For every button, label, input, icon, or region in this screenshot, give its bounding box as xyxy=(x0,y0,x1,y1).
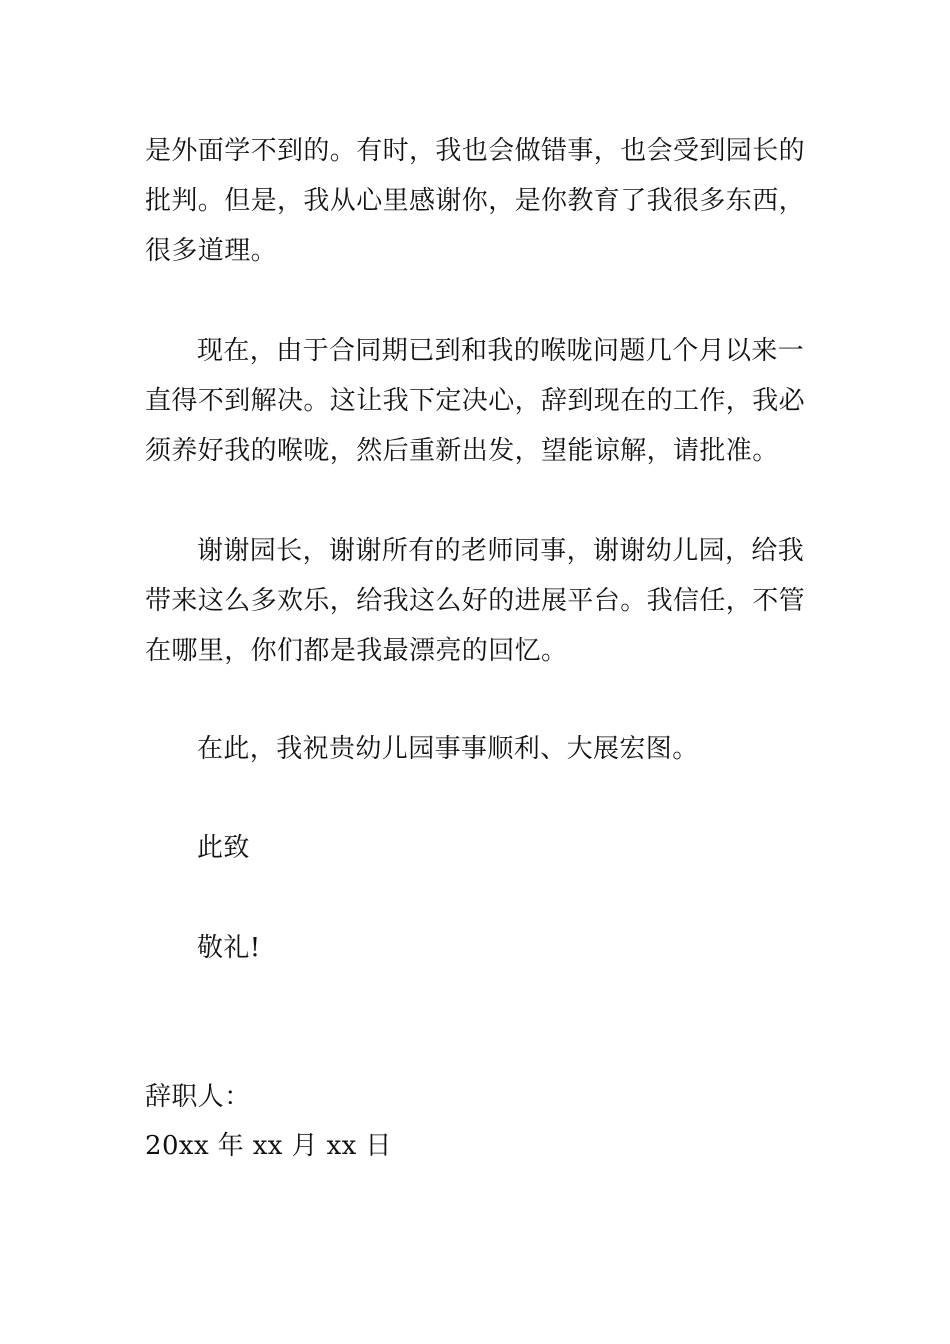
signature-date: 20xx 年 xx 月 xx 日 xyxy=(145,1131,392,1161)
resigner-label: 辞职人： xyxy=(145,1082,251,1112)
closing-regards: 敬礼! xyxy=(197,933,261,963)
paragraph-3-line-3: 在哪里，你们都是我最漂亮的回忆。 xyxy=(145,636,568,666)
paragraph-3-line-1: 谢谢园长，谢谢所有的老师同事，谢谢幼儿园，给我 xyxy=(197,536,805,566)
paragraph-2-line-3: 须养好我的喉咙，然后重新出发，望能谅解，请批准。 xyxy=(145,436,779,466)
paragraph-2-line-2: 直得不到解决。这让我下定决心，辞到现在的工作，我必 xyxy=(145,386,806,416)
paragraph-1-line-1: 是外面学不到的。有时，我也会做错事，也会受到园长的 xyxy=(145,136,806,166)
paragraph-2-line-1: 现在，由于合同期已到和我的喉咙问题几个月以来一 xyxy=(197,336,805,366)
closing-salutation: 此致 xyxy=(197,833,250,863)
paragraph-3-line-2: 带来这么多欢乐，给我这么好的进展平台。我信任，不管 xyxy=(145,586,806,616)
paragraph-4-line-1: 在此，我祝贵幼儿园事事顺利、大展宏图。 xyxy=(197,734,699,764)
paragraph-1-line-2: 批判。但是，我从心里感谢你，是你教育了我很多东西， xyxy=(145,186,806,216)
paragraph-1-line-3: 很多道理。 xyxy=(145,236,278,266)
